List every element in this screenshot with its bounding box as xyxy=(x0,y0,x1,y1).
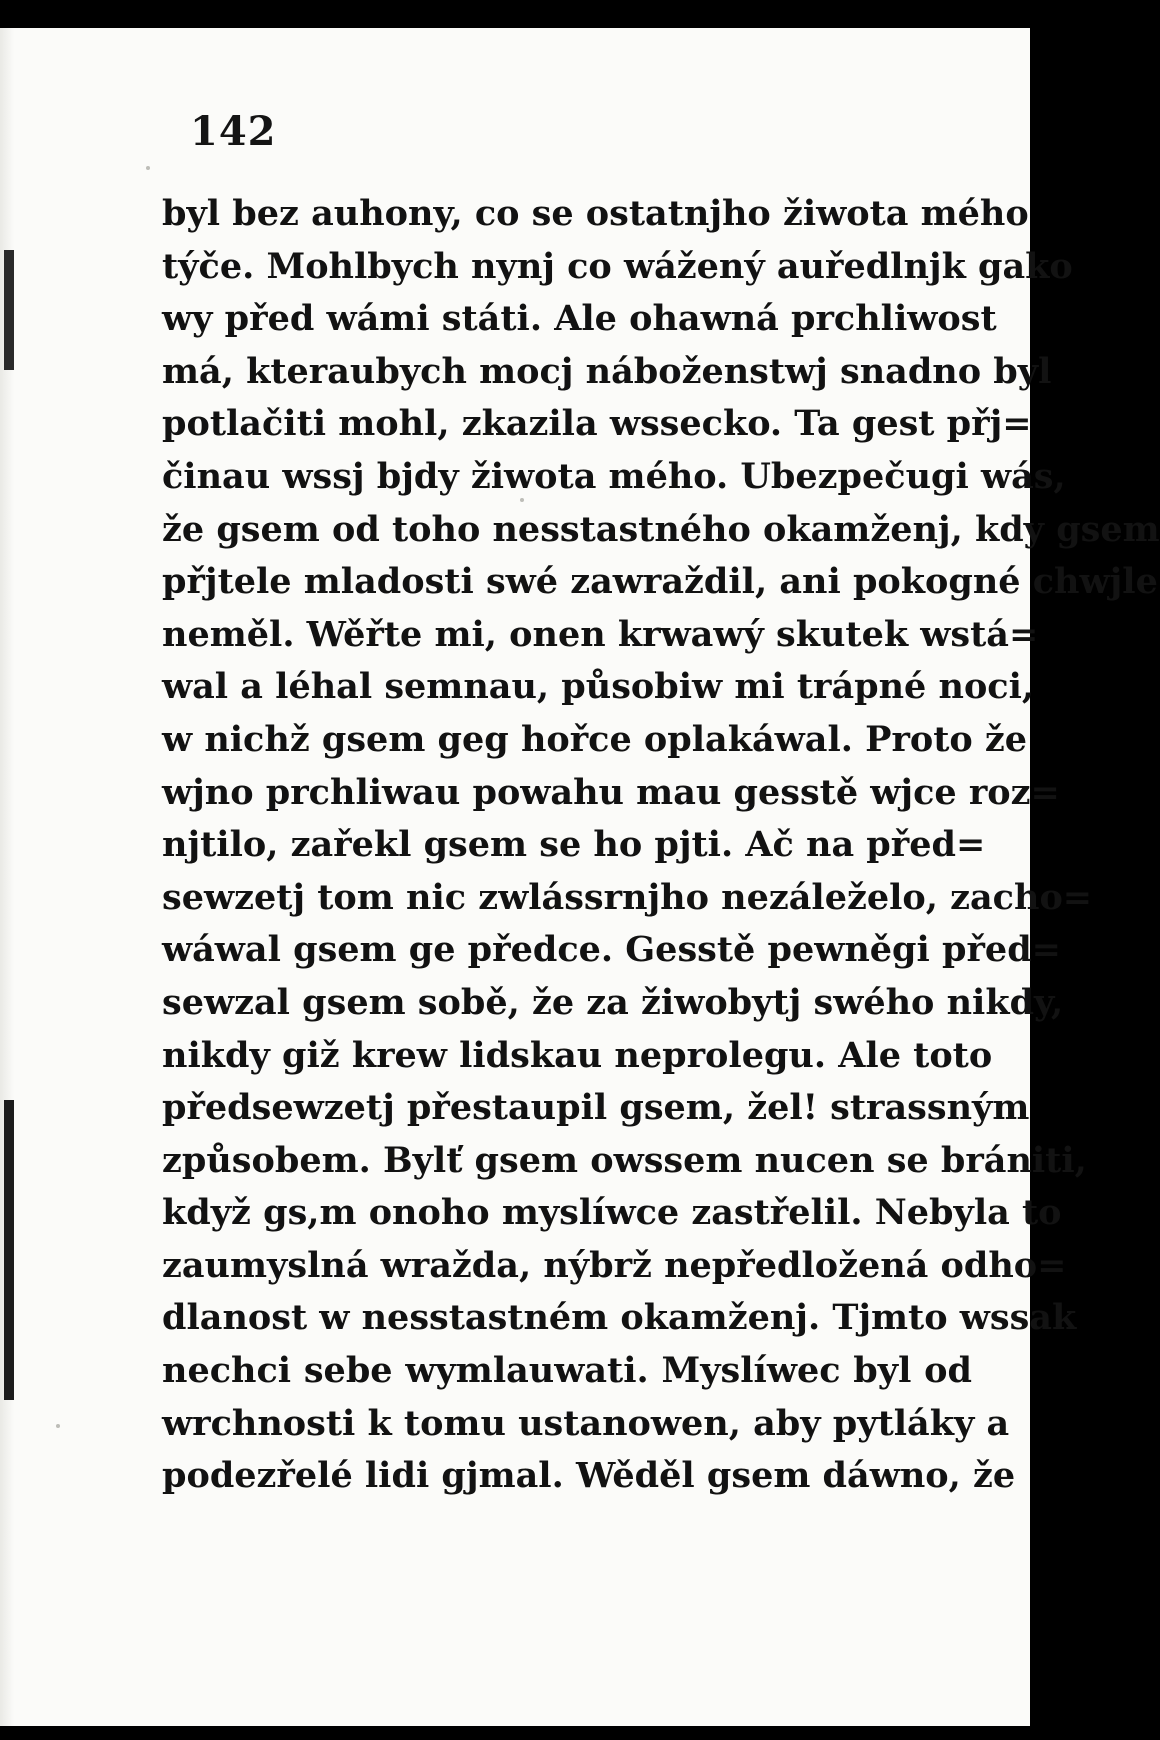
text-line: potlačiti mohl, zkazila wssecko. Ta gest přj= xyxy=(162,403,1032,445)
text-line: předsewzetj přestaupil gsem, žel! strassným xyxy=(162,1087,1030,1129)
text-line: neměl. Wěřte mi, onen krwawý skutek wstá= xyxy=(162,613,1039,655)
text-line: sewzal gsem sobě, že za žiwobytj swého nikdy, xyxy=(162,981,1064,1023)
text-line: když gs,m onoho myslíwce zastřelil. Nebyla to xyxy=(162,1192,1062,1234)
text-line: nechci sebe wymlauwati. Myslíwec byl od xyxy=(162,1350,972,1392)
text-line: nikdy giž krew lidskau neprolegu. Ale toto xyxy=(162,1034,993,1076)
text-line: wjno prchliwau powahu mau gesstě wjce roz= xyxy=(162,771,1060,813)
page-number: 142 xyxy=(190,108,277,155)
text-line: byl bez auhony, co se ostatnjho žiwota mého xyxy=(162,193,1029,234)
text-line: w nichž gsem geg hořce oplakáwal. Proto že xyxy=(162,718,1028,760)
text-line: přjtele mladosti swé zawraždil, ani pokogné chwjle xyxy=(162,561,1158,603)
binding-shadow xyxy=(4,1100,14,1400)
paper-speck xyxy=(56,1424,60,1428)
text-line: wal a léhal semnau, působiw mi trápné noci, xyxy=(162,666,1035,708)
text-line: sewzetj tom nic zwlássrnjho nezáleželo, zacho= xyxy=(162,876,1093,918)
text-line: činau wssj bjdy žiwota mého. Ubezpečugi wás, xyxy=(162,455,1066,497)
text-line: že gsem od toho nesstastného okamženj, kdy gsem xyxy=(162,508,1160,550)
text-line: zaumyslná wražda, nýbrž nepředložená odho= xyxy=(162,1244,1067,1286)
book-page xyxy=(0,28,1160,1726)
paper-speck xyxy=(520,498,524,502)
text-line: způsobem. Bylť gsem owssem nucen se brániti, xyxy=(162,1139,1087,1181)
text-line: podezřelé lidi gjmal. Wěděl gsem dáwno, že xyxy=(162,1455,1016,1497)
paper-speck xyxy=(146,166,150,170)
text-line: wrchnosti k tomu ustanowen, aby pytláky a xyxy=(162,1402,1010,1444)
text-line: dlanost w nesstastném okamženj. Tjmto wssak xyxy=(162,1297,1077,1339)
text-line: wy před wámi státi. Ale ohawná prchliwost xyxy=(162,298,997,340)
text-line: wáwal gsem ge předce. Gesstě pewněgi před= xyxy=(162,929,1061,971)
text-line: njtilo, zařekl gsem se ho pjti. Ač na před= xyxy=(162,824,986,866)
body-text xyxy=(162,188,1160,1503)
text-line: má, kteraubych mocj náboženstwj snadno byl xyxy=(162,350,1052,392)
text-line: týče. Mohlbych nynj co wážený auředlnjk gako xyxy=(162,245,1073,287)
binding-shadow xyxy=(4,250,14,370)
